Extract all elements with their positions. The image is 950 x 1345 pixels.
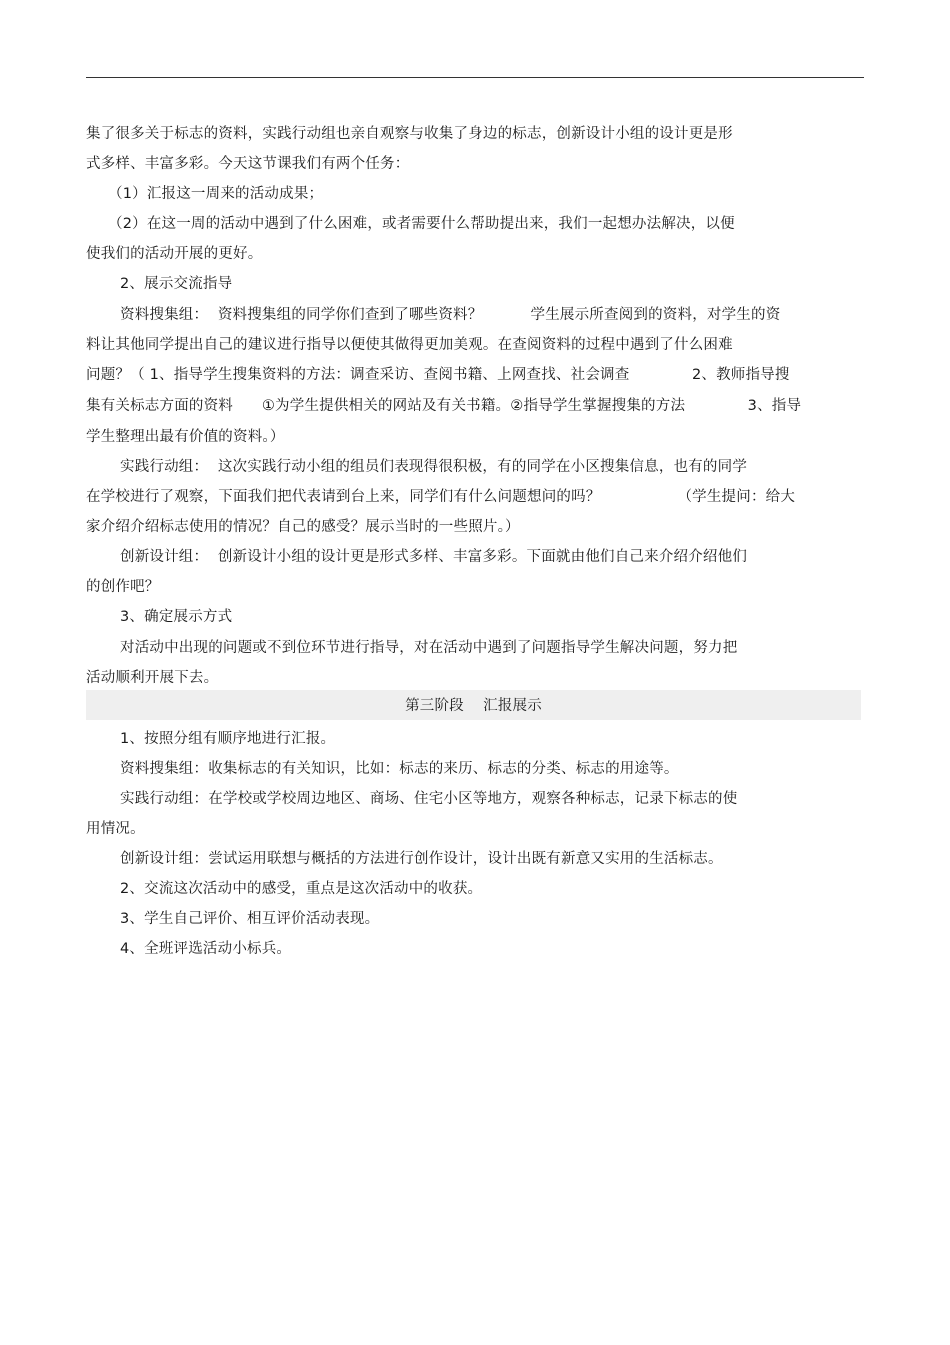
paragraph-line: 实践行动组：在学校或学校周边地区、商场、住宅小区等地方，观察各种标志，记录下标志的使: [120, 791, 738, 807]
paragraph-line: 集有关标志方面的资料 ①为学生提供相关的网站及有关书籍。②指导学生掌握搜集的方法 3、指导: [86, 398, 802, 414]
paragraph-line: 的创作吧？: [86, 579, 160, 595]
paragraph-line: 使我们的活动开展的更好。: [86, 246, 263, 262]
step-heading: 3、确定展示方式: [120, 609, 233, 625]
list-item: 1、按照分组有顺序地进行汇报。: [120, 731, 336, 747]
section-title: 第三阶段 汇报展示: [405, 698, 542, 714]
step-heading: 2、展示交流指导: [120, 276, 233, 292]
paragraph-line: 家介绍介绍标志使用的情况？自己的感受？展示当时的一些照片。）: [86, 519, 520, 535]
paragraph-line: 活动顺利开展下去。: [86, 670, 219, 686]
paragraph-line: 集了很多关于标志的资料，实践行动组也亲自观察与收集了身边的标志，创新设计小组的设计更是形: [86, 126, 733, 142]
section-header: [86, 690, 861, 720]
list-item: 3、学生自己评价、相互评价活动表现。: [120, 911, 380, 927]
paragraph-line: 学生整理出最有价值的资料。）: [86, 429, 285, 445]
paragraph-line: 创新设计组： 创新设计小组的设计更是形式多样、丰富多彩。下面就由他们自己来介绍介绍他们: [120, 549, 748, 565]
list-item: 2、交流这次活动中的感受，重点是这次活动中的收获。: [120, 881, 483, 897]
list-item: 4、全班评选活动小标兵。: [120, 941, 292, 957]
paragraph-line: 料让其他同学提出自己的建议进行指导以便使其做得更加美观。在查阅资料的过程中遇到了什么困难: [86, 337, 733, 353]
paragraph-line: 问题？（ 1、指导学生搜集资料的方法：调查采访、查阅书籍、上网查找、社会调查 2、教师指导搜: [86, 367, 790, 383]
paragraph-line: 用情况。: [86, 821, 145, 837]
paragraph-line: 创新设计组：尝试运用联想与概括的方法进行创作设计，设计出既有新意又实用的生活标志。: [120, 851, 723, 867]
paragraph-line: 资料搜集组：收集标志的有关知识，比如：标志的来历、标志的分类、标志的用途等。: [120, 761, 679, 777]
task-item-1: （1）汇报这一周来的活动成果；: [108, 186, 324, 202]
paragraph-line: 实践行动组： 这次实践行动小组的组员们表现得很积极，有的同学在小区搜集信息，也有的同学: [120, 459, 748, 475]
paragraph-line: 对活动中出现的问题或不到位环节进行指导，对在活动中遇到了问题指导学生解决问题，努力把: [120, 640, 738, 656]
paragraph-line: 在学校进行了观察，下面我们把代表请到台上来，同学们有什么问题想问的吗？ （学生提问：给大: [86, 489, 796, 505]
paragraph-line: 资料搜集组： 资料搜集组的同学你们查到了哪些资料？ 学生展示所查阅到的资料，对学生的资: [120, 307, 781, 323]
task-item-2: （2）在这一周的活动中遇到了什么困难，或者需要什么帮助提出来，我们一起想办法解决，以便: [108, 216, 735, 232]
paragraph-line: 式多样、丰富多彩。今天这节课我们有两个任务：: [86, 156, 410, 172]
